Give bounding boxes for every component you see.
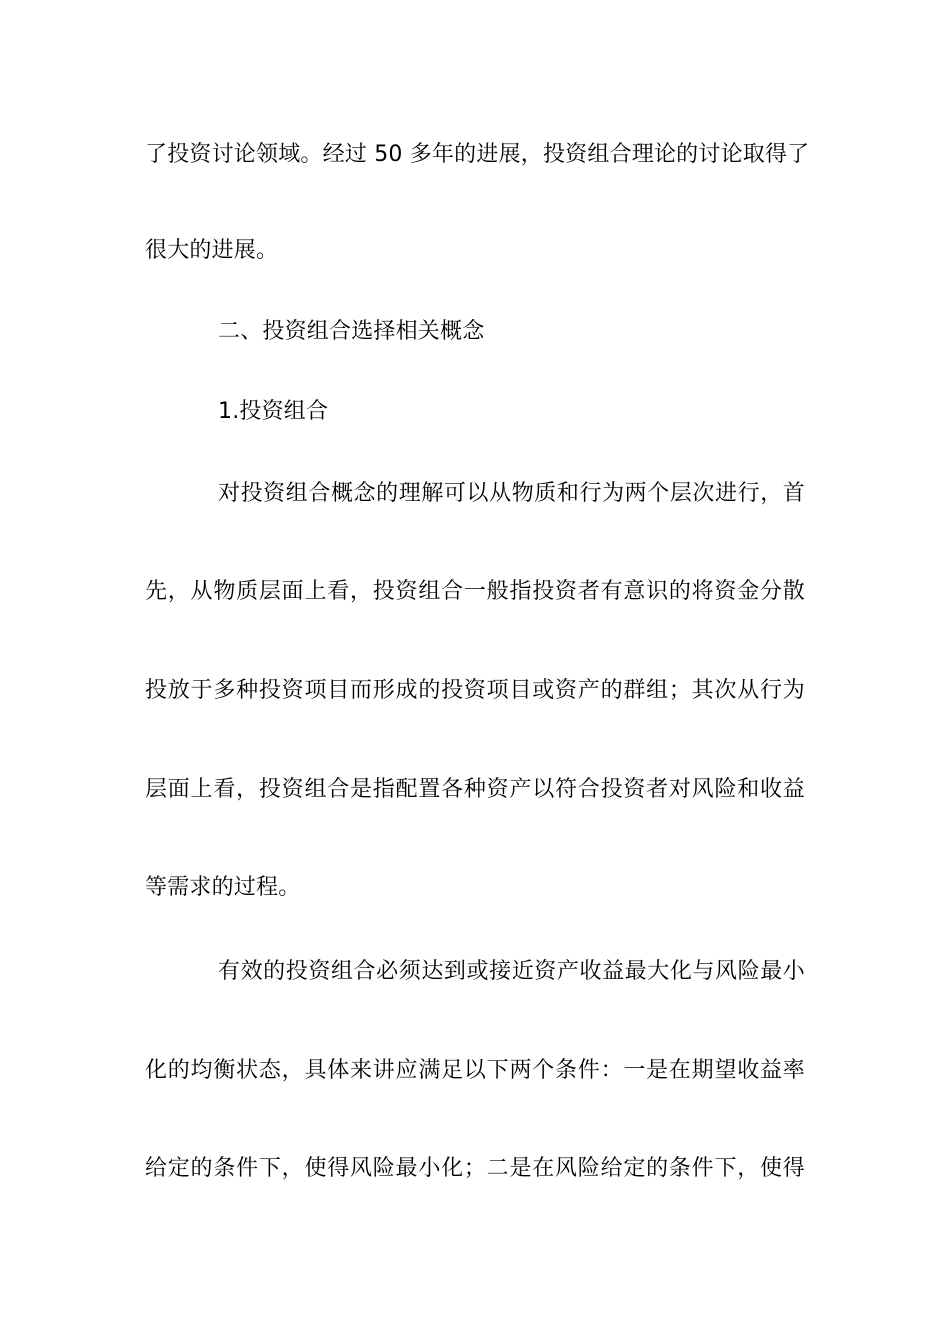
body-text-line: 给定的条件下，使得风险最小化；二是在风险给定的条件下，使得 bbox=[145, 1156, 805, 1181]
section-heading: 二、投资组合选择相关概念 bbox=[218, 319, 485, 344]
body-text-line: 对投资组合概念的理解可以从物质和行为两个层次进行，首 bbox=[218, 481, 805, 506]
body-text-line: 层面上看，投资组合是指配置各种资产以符合投资者对风险和收益 bbox=[145, 777, 805, 802]
body-text-line: 化的均衡状态，具体来讲应满足以下两个条件：一是在期望收益率 bbox=[145, 1058, 805, 1083]
body-text-line: 有效的投资组合必须达到或接近资产收益最大化与风险最小 bbox=[218, 959, 805, 984]
body-text-line: 很大的进展。 bbox=[145, 238, 279, 263]
body-text-line: 先，从物质层面上看，投资组合一般指投资者有意识的将资金分散 bbox=[145, 579, 805, 604]
subsection-heading: 1.投资组合 bbox=[218, 399, 329, 424]
body-text-line: 了投资讨论领域。经过 50 多年的进展，投资组合理论的讨论取得了 bbox=[145, 142, 810, 167]
body-text-line: 投放于多种投资项目而形成的投资项目或资产的群组；其次从行为 bbox=[145, 678, 805, 703]
body-text-line: 等需求的过程。 bbox=[145, 875, 301, 900]
